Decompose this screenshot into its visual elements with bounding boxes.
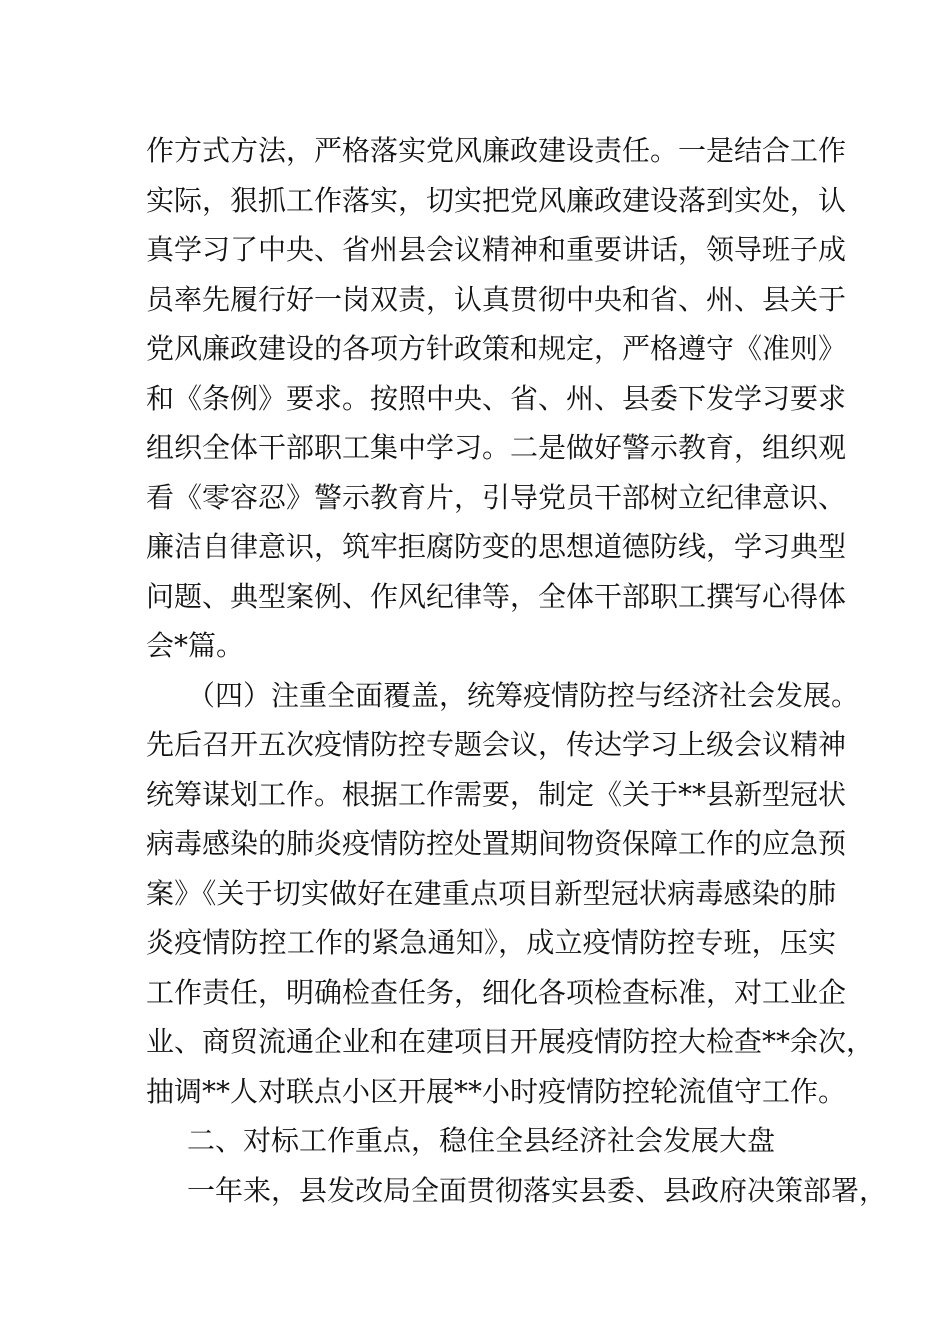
paragraph-line: 组织全体干部职工集中学习。二是做好警示教育，组织观 [146, 431, 847, 464]
paragraph-line: 和《条例》要求。按照中央、省、州、县委下发学习要求 [146, 381, 847, 415]
paragraph-line: 统筹谋划工作。根据工作需要，制定《关于**县新型冠状 [146, 777, 847, 811]
paragraph-line: 员率先履行好一岗双责，认真贯彻中央和省、州、县关于 [146, 282, 847, 316]
paragraph-line: 作方式方法，严格落实党风廉政建设责任。一是结合工作 [146, 134, 847, 167]
paragraph-line: 看《零容忍》警示教育片，引导党员干部树立纪律意识、 [146, 480, 847, 514]
paragraph-line: 炎疫情防控工作的紧急通知》，成立疫情防控专班，压实 [146, 926, 836, 959]
paragraph-line: 病毒感染的肺炎疫情防控处置期间物资保障工作的应急预 [146, 827, 847, 860]
paragraph-line: 党风廉政建设的各项方针政策和规定，严格遵守《准则》 [146, 332, 847, 365]
paragraph-line: 先后召开五次疫情防控专题会议，传达学习上级会议精神 [146, 728, 847, 761]
section-heading: （四）注重全面覆盖，统筹疫情防控与经济社会发展。 [187, 678, 860, 712]
paragraph-line: 会*篇。 [146, 629, 245, 662]
section-heading: 二、对标工作重点，稳住全县经济社会发展大盘 [187, 1124, 776, 1157]
paragraph-line: 案》《关于切实做好在建重点项目新型冠状病毒感染的肺 [146, 876, 836, 910]
paragraph-line: 工作责任，明确检查任务，细化各项检查标准，对工业企 [146, 975, 847, 1009]
paragraph-line: 抽调**人对联点小区开展**小时疫情防控轮流值守工作。 [146, 1074, 847, 1108]
paragraph-line: 问题、典型案例、作风纪律等，全体干部职工撰写心得体 [146, 579, 847, 613]
document-body [146, 126, 888, 1215]
paragraph-line: 一年来，县发改局全面贯彻落实县委、县政府决策部署， [187, 1173, 888, 1207]
paragraph-line: 业、商贸流通企业和在建项目开展疫情防控大检查**余次， [146, 1025, 875, 1058]
paragraph-line: 廉洁自律意识，筑牢拒腐防变的思想道德防线，学习典型 [146, 530, 847, 563]
paragraph-line: 实际，狠抓工作落实，切实把党风廉政建设落到实处，认 [146, 183, 847, 217]
paragraph-line: 真学习了中央、省州县会议精神和重要讲话，领导班子成 [146, 233, 847, 266]
